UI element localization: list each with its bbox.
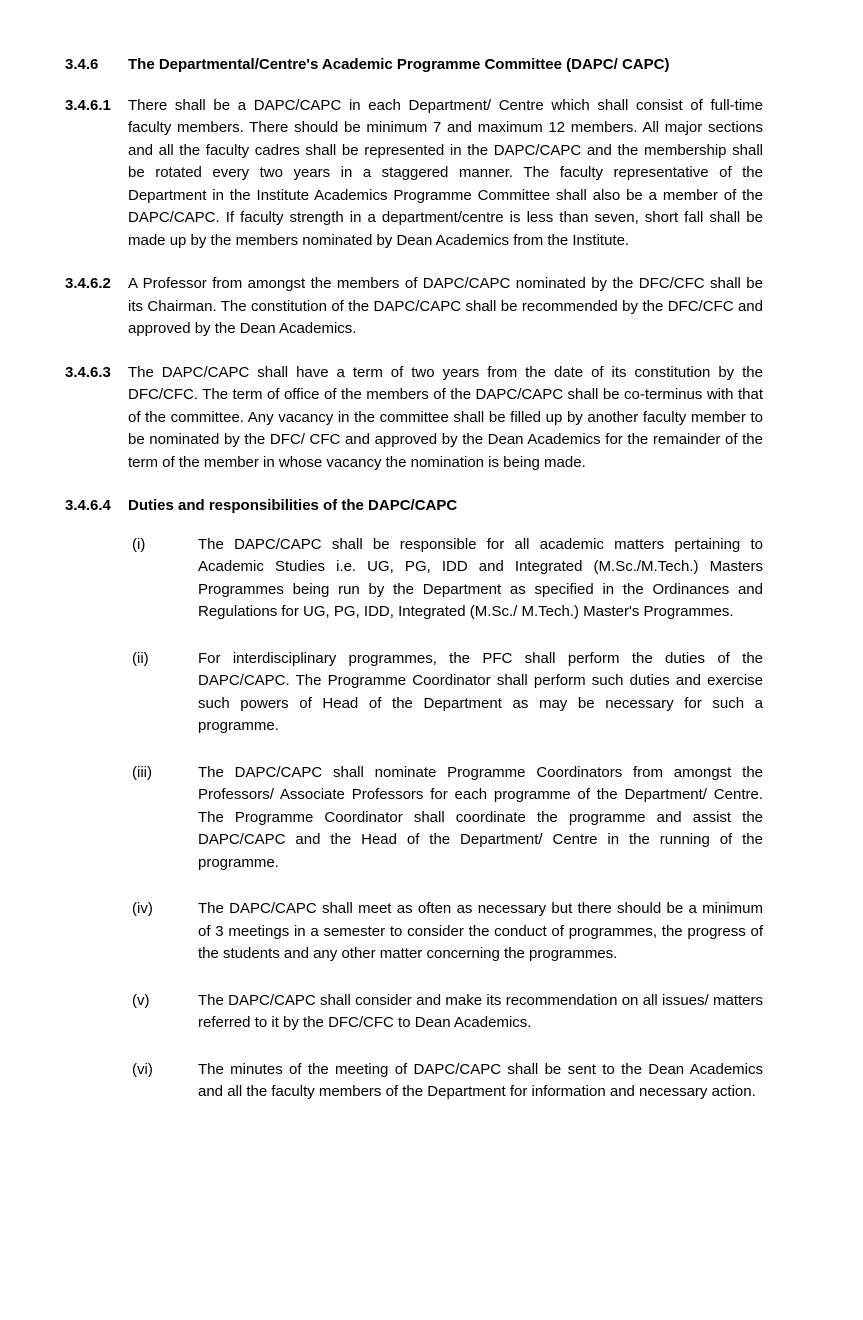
duty-item-ii xyxy=(132,648,763,738)
section-3-4-6-1 xyxy=(65,95,763,253)
duty-label: (iv) xyxy=(132,900,153,917)
section-heading-text: The Departmental/Centre's Academic Programme Committee (DAPC/ CAPC) xyxy=(128,56,670,73)
duty-item-iii xyxy=(132,762,763,875)
duty-text: The DAPC/CAPC shall nominate Programme Coordinators from amongst the Professors/ Associate Professors for each programme of the Department/ Centre. The Programme Coordinator shall coordinate the programme and assist the DAPC/CAPC and the Head of the Department/ Centre in the running of the programme. xyxy=(198,763,763,871)
duty-text: The DAPC/CAPC shall be responsible for all academic matters pertaining to Academic Studies i.e. UG, PG, IDD and Integrated (M.Sc./M.Tech.) Masters Programmes being run by the Department as specified in the Ordinances and Regulations for UG, PG, IDD, Integrated (M.Sc./ M.Tech.) Master's Programmes. xyxy=(198,535,763,620)
duty-label: (v) xyxy=(132,991,150,1009)
duty-item-v xyxy=(132,990,763,1035)
section-3-4-6-2 xyxy=(65,273,763,341)
section-text: The DAPC/CAPC shall have a term of two years from the date of its constitution by the DFC/CFC. The term of office of the members of the DAPC/CAPC shall be co-terminus with that of the committee. Any vacancy in the committee shall be filled up by another faculty member to be nominated by the DFC/ CFC and approved by the Dean Academics for the remainder of the term of the member in whose vacancy the nomination is being made. xyxy=(128,363,763,471)
section-heading-text: Duties and responsibilities of the DAPC/CAPC xyxy=(128,497,458,514)
section-text: A Professor from amongst the members of DAPC/CAPC nominated by the DFC/CFC shall be its Chairman. The constitution of the DAPC/CAPC shall be recommended by the DFC/CFC and approved by the Dean Academics. xyxy=(128,275,763,337)
section-number: 3.4.6 xyxy=(65,56,99,73)
duty-label: (i) xyxy=(132,535,146,553)
duty-text: The DAPC/CAPC shall meet as often as necessary but there should be a minimum of 3 meetings in a semester to consider the conduct of programmes, the progress of the students and any other matter concerning the programmes. xyxy=(198,900,763,962)
duty-label: (ii) xyxy=(132,649,149,667)
duty-label: (iii) xyxy=(132,763,152,781)
duties-list xyxy=(132,534,763,1104)
section-number: 3.4.6.1 xyxy=(65,96,111,114)
section-heading-3-4-6 xyxy=(65,54,763,77)
section-heading-3-4-6-4 xyxy=(65,495,763,518)
section-3-4-6-3 xyxy=(65,362,763,475)
duty-item-i xyxy=(132,534,763,624)
section-text: There shall be a DAPC/CAPC in each Department/ Centre which shall consist of full-time faculty members. There should be minimum 7 and maximum 12 members. All major sections and all the faculty cadres shall be represented in the DAPC/CAPC and the membership shall be rotated every two years in a staggered manner. The faculty representative of the Department in the Institute Academics Programme Committee shall also be a member of the DAPC/CAPC. If faculty strength in a department/centre is less than seven, short fall shall be made up by the members nominated by Dean Academics from the Institute. xyxy=(128,96,763,249)
section-number: 3.4.6.2 xyxy=(65,275,111,292)
duty-item-iv xyxy=(132,898,763,966)
duty-label: (vi) xyxy=(132,1060,153,1078)
duty-item-vi xyxy=(132,1059,763,1104)
section-number: 3.4.6.3 xyxy=(65,363,111,381)
section-number: 3.4.6.4 xyxy=(65,497,111,514)
duty-text: The minutes of the meeting of DAPC/CAPC shall be sent to the Dean Academics and all the faculty members of the Department for information and necessary action. xyxy=(198,1060,763,1100)
duty-text: For interdisciplinary programmes, the PFC shall perform the duties of the DAPC/CAPC. The Programme Coordinator shall perform such duties and exercise such powers of Head of the Department as may be necessary for such a programme. xyxy=(198,649,763,734)
duty-text: The DAPC/CAPC shall consider and make its recommendation on all issues/ matters referred to it by the DFC/CFC to Dean Academics. xyxy=(198,991,763,1031)
